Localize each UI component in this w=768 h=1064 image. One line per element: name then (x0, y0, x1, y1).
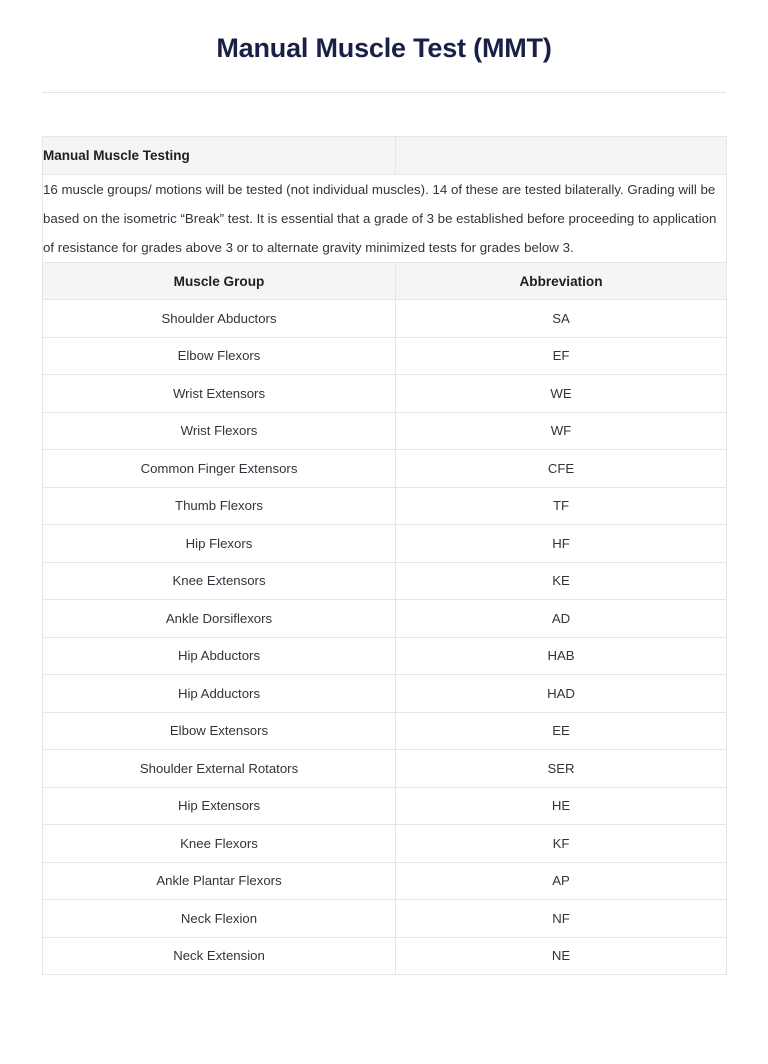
cell-muscle-group: Elbow Flexors (43, 337, 396, 375)
cell-muscle-group: Wrist Flexors (43, 412, 396, 450)
cell-abbreviation: KE (396, 562, 727, 600)
cell-muscle-group: Elbow Extensors (43, 712, 396, 750)
table-row (43, 600, 727, 638)
page-title: Manual Muscle Test (MMT) (216, 33, 552, 63)
table-row (43, 900, 727, 938)
table-row (43, 525, 727, 563)
column-header-row (43, 263, 727, 300)
cell-muscle-group: Hip Abductors (43, 637, 396, 675)
mmt-table-container (42, 136, 726, 975)
cell-muscle-group: Shoulder Abductors (43, 300, 396, 338)
cell-muscle-group: Neck Flexion (43, 900, 396, 938)
column-header-muscle-group: Muscle Group (43, 263, 396, 300)
cell-muscle-group: Shoulder External Rotators (43, 750, 396, 788)
table-row (43, 787, 727, 825)
cell-abbreviation: WF (396, 412, 727, 450)
table-body (43, 137, 727, 975)
table-row (43, 300, 727, 338)
cell-muscle-group: Ankle Dorsiflexors (43, 600, 396, 638)
cell-muscle-group: Thumb Flexors (43, 487, 396, 525)
cell-muscle-group: Knee Flexors (43, 825, 396, 863)
cell-abbreviation: EE (396, 712, 727, 750)
cell-abbreviation: WE (396, 375, 727, 413)
cell-muscle-group: Neck Extension (43, 937, 396, 975)
cell-abbreviation: HAB (396, 637, 727, 675)
section-header-blank-cell (396, 137, 727, 175)
cell-abbreviation: HAD (396, 675, 727, 713)
table-row (43, 862, 727, 900)
intro-paragraph: 16 muscle groups/ motions will be tested (not individual muscles). 14 of these are tested bilaterally. Grading will be based on the isometric “Break” test. It is essential that a grade of 3 be established before proceeding to application of resistance for grades above 3 or to alternate gravity minimized tests for grades below 3. (43, 175, 727, 263)
table-row (43, 750, 727, 788)
table-row (43, 487, 727, 525)
cell-muscle-group: Knee Extensors (43, 562, 396, 600)
section-header-row (43, 137, 727, 175)
table-row (43, 412, 727, 450)
table-row (43, 675, 727, 713)
cell-muscle-group: Wrist Extensors (43, 375, 396, 413)
table-row (43, 337, 727, 375)
cell-abbreviation: HE (396, 787, 727, 825)
manual-muscle-test-table (42, 136, 727, 975)
table-row (43, 375, 727, 413)
title-divider (42, 92, 726, 93)
table-row (43, 637, 727, 675)
cell-muscle-group: Common Finger Extensors (43, 450, 396, 488)
cell-muscle-group: Ankle Plantar Flexors (43, 862, 396, 900)
cell-abbreviation: NF (396, 900, 727, 938)
table-row (43, 937, 727, 975)
cell-abbreviation: SA (396, 300, 727, 338)
table-row (43, 450, 727, 488)
cell-muscle-group: Hip Extensors (43, 787, 396, 825)
cell-muscle-group: Hip Adductors (43, 675, 396, 713)
section-header-label: Manual Muscle Testing (43, 137, 396, 175)
table-row (43, 712, 727, 750)
cell-abbreviation: KF (396, 825, 727, 863)
cell-abbreviation: AP (396, 862, 727, 900)
cell-abbreviation: HF (396, 525, 727, 563)
column-header-abbreviation: Abbreviation (396, 263, 727, 300)
cell-abbreviation: SER (396, 750, 727, 788)
cell-abbreviation: CFE (396, 450, 727, 488)
intro-paragraph-row (43, 175, 727, 263)
cell-abbreviation: TF (396, 487, 727, 525)
table-row (43, 562, 727, 600)
cell-muscle-group: Hip Flexors (43, 525, 396, 563)
table-row (43, 825, 727, 863)
cell-abbreviation: NE (396, 937, 727, 975)
cell-abbreviation: EF (396, 337, 727, 375)
cell-abbreviation: AD (396, 600, 727, 638)
